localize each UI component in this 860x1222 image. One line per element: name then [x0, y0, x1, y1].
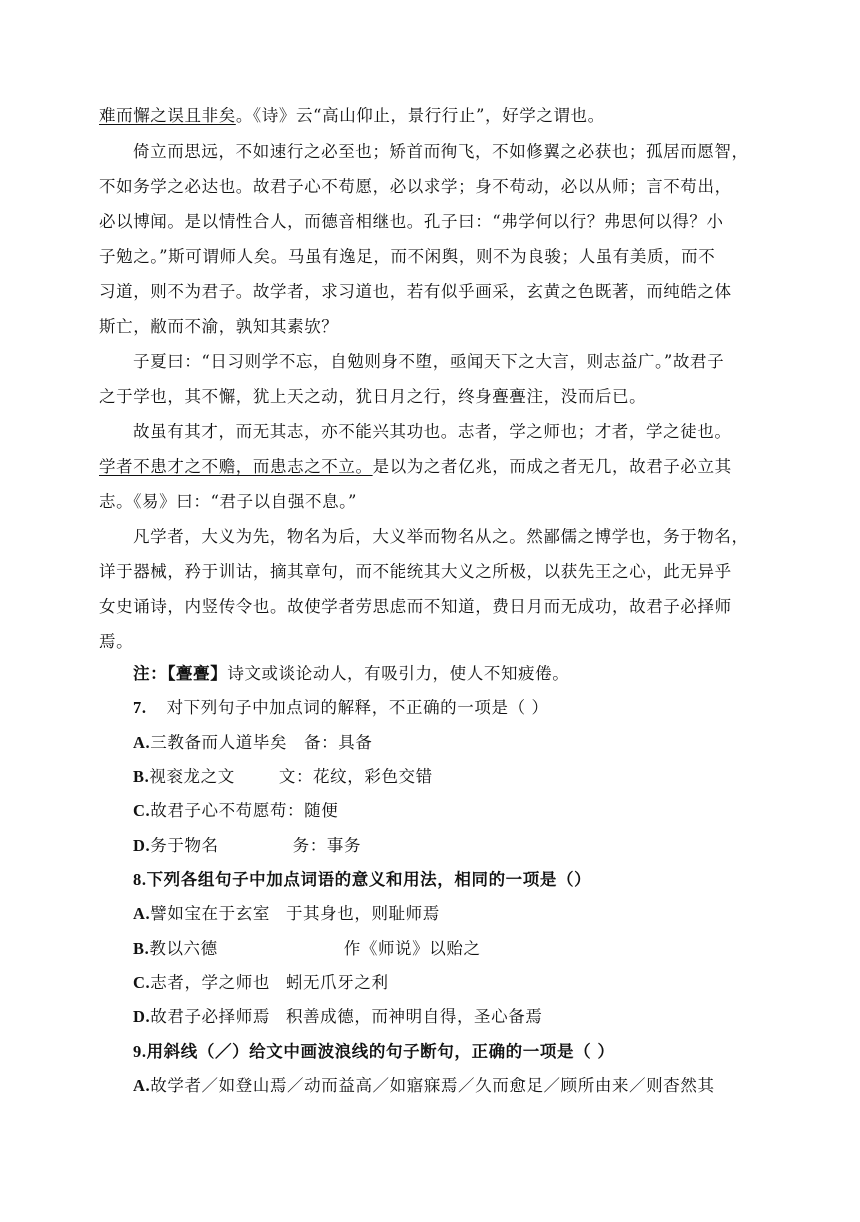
passage-line: 故虽有其才，而无其志，亦不能兴其功也。志者，学之师也；才者，学之徒也。	[133, 422, 732, 441]
question-8-stem: 8.下列各组句子中加点词语的意义和用法，相同的一项是（）	[133, 870, 592, 889]
footnote	[133, 662, 569, 686]
passage-line: 斯亡，敝而不渝，孰知其素欤？	[99, 317, 339, 336]
footnote-text: 诗文或谈论动人，有吸引力，使人不知疲倦。	[227, 664, 570, 683]
passage-line: 子勉之。”斯可谓师人矣。马虽有逸足，而不闲舆，则不为良骏；人虽有美质，而不	[99, 247, 716, 266]
question-7-option-c: C.故君子心不苟愿苟：随便	[133, 801, 339, 820]
passage-line: 子夏曰：“日习则学不忘，自勉则身不堕，亟闻天下之大言，则志益广。”故君子	[133, 352, 725, 371]
question-7-option-d: D.务于物名 务：事务	[133, 836, 362, 855]
passage-line: 习道，则不为君子。故学者，求习道也，若有似乎画采，玄黄之色既著，而纯皓之体	[99, 282, 732, 301]
question-9-option-a: A.故学者／如登山焉／动而益高／如寤寐焉／久而愈足／顾所由来／则杳然其	[133, 1076, 715, 1095]
question-8-option-a: A.譬如宝在于玄室 于其身也，则耻师焉	[133, 904, 440, 923]
passage-line: 倚立而思远，不如速行之必至也；矫首而徇飞，不如修翼之必获也；孤居而愿智，	[133, 142, 749, 161]
underlined-sentence: 难而懈之误且非矣	[99, 106, 236, 125]
passage-line: 焉。	[99, 632, 134, 651]
passage-line: 之于学也，其不懈，犹上天之动，犹日月之行，终身亹亹注，没而后已。	[99, 387, 647, 406]
question-8-option-d: D.故君子必择师焉 积善成德，而神明自得，圣心备焉	[133, 1007, 543, 1026]
passage-line: 不如务学之必达也。故君子心不苟愿，必以求学；身不苟动，必以从师；言不苟出，	[99, 177, 732, 196]
passage-line: 难而懈之误且非矣。《诗》云“高山仰止，景行行止”，好学之谓也。	[99, 106, 605, 125]
footnote-label: 注：【亹亹】	[133, 664, 228, 683]
question-8-option-c: C.志者，学之师也 蚓无爪牙之利	[133, 973, 389, 992]
question-7-option-a: A.三教备而人道毕矣 备：具备	[133, 733, 373, 752]
question-9-stem: 9.用斜线（／）给文中画波浪线的句子断句，正确的一项是（ ）	[133, 1042, 615, 1061]
passage-line: 学者不患才之不赡，而患志之不立。是以为之者亿兆，而成之者无几，故君子必立其	[99, 457, 732, 476]
passage-line: 女史诵诗，内竖传令也。故使学者劳思虑而不知道，费日月而无成功，故君子必择师	[99, 597, 732, 616]
question-7-stem: 7. 对下列句子中加点词的解释，不正确的一项是（ ）	[133, 698, 549, 717]
passage-line: 志。《易》曰：“君子以自强不息。”	[99, 492, 358, 511]
passage-line: 凡学者，大义为先，物名为后，大义举而物名从之。然鄙儒之博学也，务于物名，	[133, 527, 749, 546]
question-8-option-b: B.教以六德 作《师说》以贻之	[133, 939, 481, 958]
passage-line: 详于器械，矜于训诂，摘其章句，而不能统其大义之所极，以获先王之心，此无异乎	[99, 562, 732, 581]
question-7-option-b: B.视衮龙之文 文：花纹，彩色交错	[133, 767, 433, 786]
underlined-sentence: 学者不患才之不赡，而患志之不立。	[99, 457, 373, 476]
passage-line: 必以博闻。是以情性合人，而德音相继也。孔子曰：“弗学何以行？弗思何以得？小	[99, 212, 724, 231]
